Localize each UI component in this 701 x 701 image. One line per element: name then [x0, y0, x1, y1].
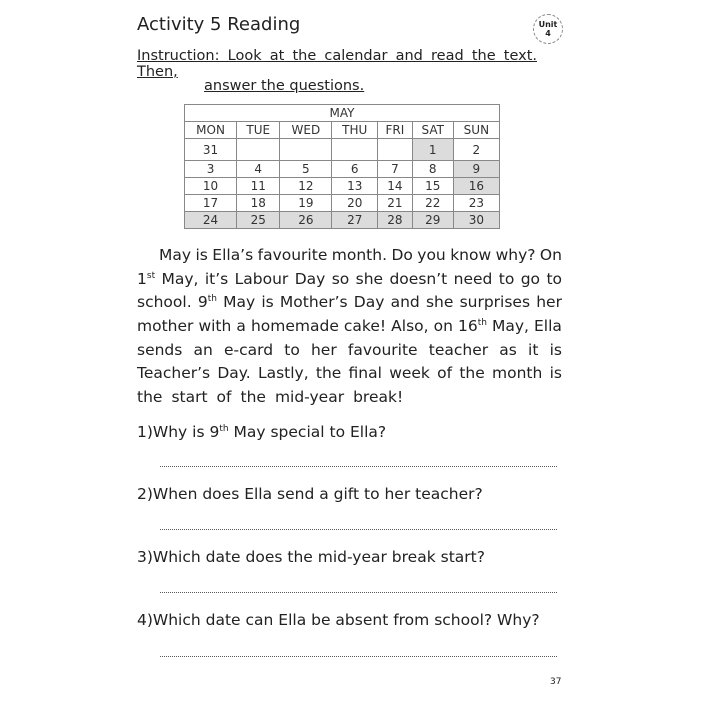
calendar-date: 10 [185, 178, 237, 195]
passage-word: her [536, 293, 562, 312]
passage-word: cake! [343, 317, 387, 336]
question-2: 2)When does Ella send a gift to her teacher? [137, 485, 483, 503]
passage-word: Teacher’s [137, 364, 211, 383]
calendar-date: 6 [332, 161, 378, 178]
passage-word: is [195, 246, 208, 264]
passage-word: surprises [459, 293, 531, 312]
passage-line [137, 244, 562, 268]
day-header: SUN [453, 122, 499, 139]
calendar-date: 15 [412, 178, 453, 195]
passage-word: May, [161, 269, 199, 288]
passage-word: of [216, 388, 232, 407]
passage-word: the [137, 388, 163, 407]
passage-word: know [450, 246, 492, 264]
activity-title: Activity 5 Reading [137, 14, 301, 35]
day-header: SAT [412, 122, 453, 139]
passage-word: as [499, 340, 517, 359]
passage-line [137, 339, 562, 363]
ordinal-suffix: th [207, 294, 217, 305]
passage-word: it [528, 340, 539, 359]
calendar-date: 4 [237, 161, 280, 178]
ordinal-suffix: th [477, 317, 487, 328]
calendar-date [280, 139, 332, 161]
answer-line-2[interactable] [160, 529, 557, 530]
question-text: May special to Ella? [228, 423, 387, 441]
passage-word: an [193, 340, 213, 359]
passage-word: sends [137, 340, 183, 359]
question-3: 3)Which date does the mid-year break start? [137, 548, 485, 566]
instruction-line-2: answer the questions. [204, 78, 365, 94]
question-1 [137, 423, 386, 441]
calendar-date: 23 [453, 195, 499, 212]
calendar-date: 18 [237, 195, 280, 212]
question-text: 1)Why is 9 [137, 423, 220, 441]
passage-word: Day [353, 293, 385, 312]
calendar-date: 25 [237, 212, 280, 229]
passage-word: she [425, 293, 454, 312]
passage-word: favourite [257, 246, 328, 264]
passage-word: May [159, 246, 192, 264]
passage-word: so [331, 269, 350, 288]
calendar-date: 27 [332, 212, 378, 229]
calendar-date: 2 [453, 139, 499, 161]
passage-word: it’s [204, 269, 229, 288]
passage-word: e-card [224, 340, 274, 359]
passage-word: need [453, 269, 493, 288]
calendar-date: 9 [453, 161, 499, 178]
passage-line [137, 315, 562, 339]
passage-word: a [236, 317, 246, 336]
passage-line [137, 386, 562, 410]
calendar-date: 29 [412, 212, 453, 229]
passage-word: her [310, 340, 337, 359]
passage-word: favourite [347, 340, 418, 359]
passage-word: Day. [217, 364, 251, 383]
may-calendar [184, 104, 500, 229]
answer-line-3[interactable] [160, 592, 557, 593]
question-sup: th [219, 423, 229, 434]
calendar-week [185, 212, 500, 229]
passage-word: Ella [534, 317, 562, 336]
passage-word: Lastly, [257, 364, 309, 383]
calendar-date: 19 [280, 195, 332, 212]
passage-word: On [539, 246, 562, 264]
calendar-week [185, 161, 500, 178]
calendar-date: 1 [412, 139, 453, 161]
passage-word: is [549, 364, 562, 383]
calendar-date: 12 [280, 178, 332, 195]
passage-word: month. [331, 246, 388, 264]
instruction-line-1: Instruction: Look at the calendar and read the text. Then, [137, 48, 537, 80]
passage-line [137, 362, 562, 386]
passage-word: mother [137, 317, 194, 336]
calendar-date: 22 [412, 195, 453, 212]
calendar-month: MAY [185, 105, 500, 122]
passage-word: go [520, 269, 541, 288]
day-header: TUE [237, 122, 280, 139]
passage-word: school. [137, 293, 192, 312]
reading-passage [137, 244, 562, 410]
calendar-day-headers [185, 122, 500, 139]
calendar-date [378, 139, 413, 161]
unit-badge-number: 4 [545, 29, 551, 38]
calendar-week [185, 139, 500, 161]
calendar-week [185, 195, 500, 212]
calendar-date: 5 [280, 161, 332, 178]
calendar-date: 13 [332, 178, 378, 195]
calendar-date: 24 [185, 212, 237, 229]
calendar-date: 21 [378, 195, 413, 212]
day-header: FRI [378, 122, 413, 139]
passage-word: the [459, 364, 485, 383]
passage-word: mid-year [274, 388, 345, 407]
calendar-week [185, 178, 500, 195]
passage-word: to [498, 269, 515, 288]
passage-word: teacher [428, 340, 489, 359]
calendar-date: 11 [237, 178, 280, 195]
passage-word: you [417, 246, 446, 264]
unit-badge-label: Unit [538, 20, 558, 29]
day-header: WED [280, 122, 332, 139]
page-number: 37 [550, 677, 562, 687]
calendar-date: 3 [185, 161, 237, 178]
passage-word: and [390, 293, 420, 312]
answer-line-1[interactable] [160, 466, 557, 467]
passage-word: is [261, 293, 274, 312]
calendar-date: 16 [453, 178, 499, 195]
calendar-date: 26 [280, 212, 332, 229]
calendar-date: 28 [378, 212, 413, 229]
passage-word: to [284, 340, 300, 359]
passage-word: homemade [250, 317, 339, 336]
passage-word: Mother’s [279, 293, 348, 312]
passage-word: Also, [391, 317, 429, 336]
calendar-date: 14 [378, 178, 413, 195]
passage-word: final [348, 364, 382, 383]
ordinal-suffix: st [146, 270, 156, 281]
passage-line [137, 291, 562, 315]
calendar-date: 8 [412, 161, 453, 178]
question-4: 4)Which date can Ella be absent from school? Why? [137, 611, 540, 629]
passage-word: month [492, 364, 543, 383]
calendar-date: 17 [185, 195, 237, 212]
passage-word: to [546, 269, 562, 288]
passage-word: on [433, 317, 453, 336]
passage-word: Ella’s [212, 246, 254, 264]
unit-badge [533, 14, 563, 44]
day-header: THU [332, 122, 378, 139]
passage-word: the [240, 388, 266, 407]
calendar-date: 7 [378, 161, 413, 178]
passage-word: Do [391, 246, 413, 264]
passage-word: week [389, 364, 430, 383]
passage-word: is [549, 340, 562, 359]
passage-word: doesn’t [389, 269, 448, 288]
passage-word: Labour [234, 269, 289, 288]
passage-line [137, 268, 562, 292]
calendar-date [237, 139, 280, 161]
calendar-date [332, 139, 378, 161]
passage-word: 1st [137, 269, 156, 288]
passage-word: 9th [197, 293, 217, 312]
passage-word: of [437, 364, 453, 383]
passage-word: she [355, 269, 384, 288]
passage-word: 16th [457, 317, 487, 336]
passage-word: break! [353, 388, 404, 407]
passage-word: with [198, 317, 232, 336]
calendar-date: 20 [332, 195, 378, 212]
passage-word: the [315, 364, 342, 383]
passage-word: why? [495, 246, 536, 264]
calendar-date: 31 [185, 139, 237, 161]
day-header: MON [185, 122, 237, 139]
answer-line-4[interactable] [160, 656, 557, 657]
calendar-date: 30 [453, 212, 499, 229]
passage-word: May [223, 293, 256, 312]
passage-word: start [171, 388, 208, 407]
passage-word: May, [491, 317, 529, 336]
passage-word: Day [294, 269, 326, 288]
